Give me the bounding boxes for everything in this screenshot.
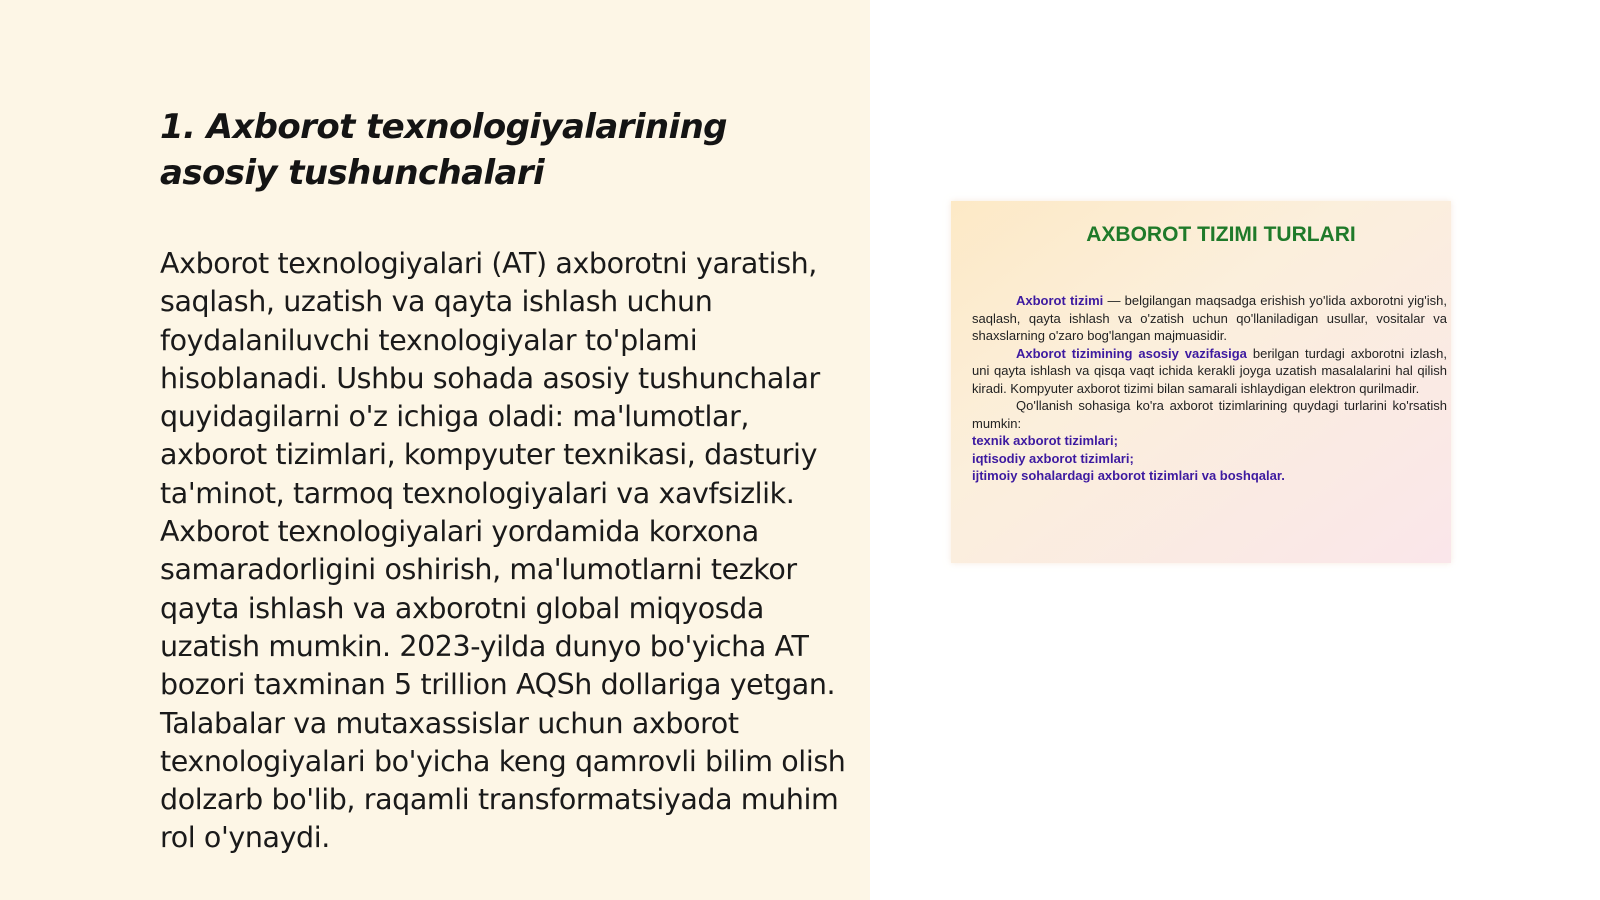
paragraph-2-text: berilgan turdagi axborotni izlash, uni qayta ishlash va qisqa vaqt ichida kerakli joyga uzatish masalalarini hal qilish kiradi. Kompyuter axborot tizimi bilan samarali ishlaydigan elektron qurilmadir.	[972, 345, 1447, 396]
info-system-types-image	[951, 201, 1451, 563]
slide-body-text: Axborot texnologiyalari (AT) axborotni yaratish, saqlash, uzatish va qayta ishlash uchun foydalaniluvchi texnologiyalar to'plami hisoblanadi. Ushbu sohada asosiy tushunchalar quyidagilarni o'z ichiga oladi: ma'lumotlar, axborot tizimlari, kompyuter texnikasi, dasturiy ta'minot, tarmoq texnologiyalari va xavfsizlik. Axborot texnologiyalari yordamida korxona samaradorligini oshirish, ma'lumotlarni tezkor qayta ishlash va axborotni global miqyosda uzatish mumkin. 2023-yilda dunyo bo'yicha AT bozori taxminan 5 trillion AQSh dollariga yetgan. Talabalar va mutaxassislar uchun axborot texnologiyalari bo'yicha keng qamrovli bilim olish dolzarb bo'lib, raqamli transformatsiyada muhim rol o'ynaydi.	[160, 247, 846, 855]
image-body	[972, 292, 1447, 485]
list-item: iqtisodiy axborot tizimlari;	[972, 450, 1134, 466]
list-item: ijtimoiy sohalardagi axborot tizimlari va boshqalar.	[972, 468, 1285, 483]
image-title: AXBOROT TIZIMI TURLARI	[1086, 223, 1356, 246]
term-axborot-tizimi: Axborot tizimi	[1016, 293, 1104, 308]
term-asosiy-vazifa: Axborot tizimining asosiy vazifasiga	[1016, 345, 1247, 361]
slide-heading: 1. Axborot texnologiyalarining asosiy tushunchalari	[160, 107, 727, 193]
image-paragraph-2	[972, 345, 1447, 398]
image-paragraph-1	[972, 292, 1447, 345]
paragraph-1-text: — belgilangan maqsadga erishish yo'lida axborotni yig'ish, saqlash, qayta ishlash va o'zatish uchun qo'llaniladigan usullar, vositalar va shaxslarning o'zaro bog'langan majmuasidir.	[972, 293, 1447, 343]
image-paragraph-3: Qo'llanish sohasiga ko'ra axborot tizimlarining quydagi turlarini ko'rsatish mumkin:	[972, 398, 1447, 431]
list-item: texnik axborot tizimlari;	[972, 433, 1118, 448]
